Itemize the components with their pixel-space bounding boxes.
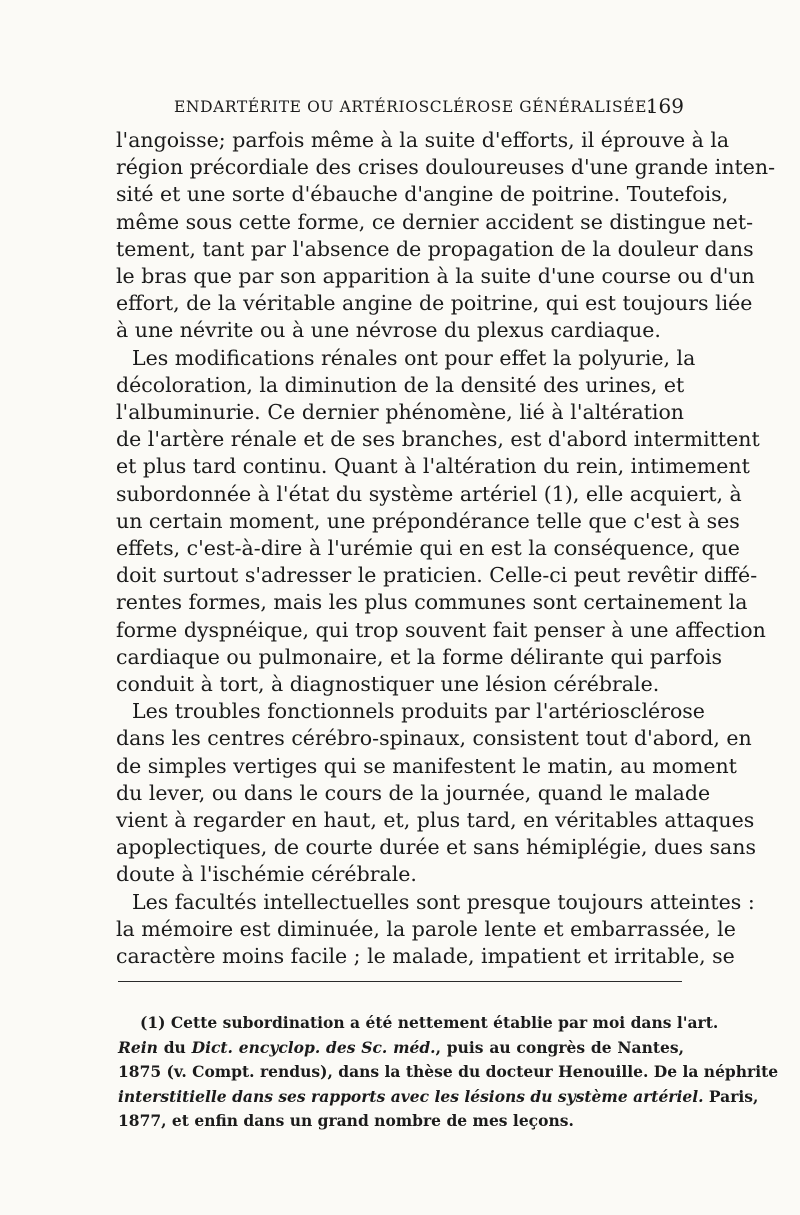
paragraph (116, 127, 776, 345)
page-number: 169 (645, 94, 684, 118)
text-line: dans les centres cérébro-spinaux, consistent tout d'abord, en (116, 726, 752, 751)
text-line: apoplectiques, de courte durée et sans hémiplégie, dues sans (116, 835, 756, 860)
footnote (118, 1011, 779, 1134)
paragraph (116, 698, 756, 888)
text-line: de l'artère rénale et de ses branches, est d'abord intermittent (116, 427, 760, 452)
text-line: et plus tard continu. Quant à l'altération du rein, intimement (116, 454, 750, 479)
footnote-italic: interstitielle dans ses rapports avec les lésions du système artériel. (118, 1086, 704, 1106)
paragraph (116, 889, 755, 971)
text-line: Les troubles fonctionnels produits par l'artériosclérose (132, 699, 705, 724)
text-line: Les facultés intellectuelles sont presque toujours atteintes : (132, 889, 755, 914)
text-line: un certain moment, une prépondérance telle que c'est à ses (116, 508, 740, 533)
footnote-text: , puis au congrès de Nantes, (435, 1037, 684, 1057)
text-line: doit surtout s'adresser le praticien. Celle-ci peut revêtir diffé- (116, 563, 758, 588)
footnote-italic: Rein (118, 1037, 158, 1057)
text-line: vient à regarder en haut, et, plus tard, en véritables attaques (116, 808, 755, 833)
text-line: tement, tant par l'absence de propagation de la douleur dans (116, 236, 754, 261)
text-line: caractère moins facile ; le malade, impatient et irritable, se (116, 944, 735, 969)
footnote-line (118, 1036, 684, 1061)
text-line: conduit à tort, à diagnostiquer une lésion cérébrale. (116, 672, 660, 697)
text-line: à une névrite ou à une névrose du plexus cardiaque. (116, 318, 661, 343)
text-line: sité et une sorte d'ébauche d'angine de poitrine. Toutefois, (116, 182, 729, 207)
body-text (116, 127, 776, 970)
footnote-line: 1877, et enfin dans un grand nombre de mes leçons. (118, 1111, 574, 1131)
text-line: décoloration, la diminution de la densité des urines, et (116, 372, 685, 397)
running-title: ENDARTÉRITE OU ARTÉRIOSCLÉROSE GÉNÉRALISÉE. (174, 98, 653, 116)
text-line: forme dyspnéique, qui trop souvent fait penser à une affection (116, 617, 766, 642)
text-line: rentes formes, mais les plus communes sont certainement la (116, 590, 748, 615)
footnote-text: du (157, 1037, 192, 1057)
footnote-text: Paris, (703, 1086, 759, 1106)
text-line: le bras que par son apparition à la suite d'une course ou d'un (116, 264, 755, 289)
text-line: Les modifications rénales ont pour effet la polyurie, la (132, 345, 696, 370)
footnote-line (118, 1085, 759, 1110)
text-line: l'angoisse; parfois même à la suite d'efforts, il éprouve à la (116, 128, 730, 152)
footnote-line: 1875 (v. Compt. rendus), dans la thèse du docteur Henouille. De la néphrite (118, 1062, 779, 1082)
text-line: cardiaque ou pulmonaire, et la forme délirante qui parfois (116, 644, 723, 669)
text-line: subordonnée à l'état du système artériel (1), elle acquiert, à (116, 481, 742, 506)
text-line: l'albuminurie. Ce dernier phénomène, lié à l'altération (116, 400, 684, 425)
text-line: de simples vertiges qui se manifestent le matin, au moment (116, 753, 737, 778)
text-line: effets, c'est-à-dire à l'urémie qui en est la conséquence, que (116, 536, 740, 561)
text-line: doute à l'ischémie cérébrale. (116, 862, 417, 887)
footnote-line: (1) Cette subordination a été nettement établie par moi dans l'art. (140, 1013, 719, 1032)
footnote-rule (118, 981, 682, 982)
text-line: même sous cette forme, ce dernier accident se distingue net- (116, 209, 754, 234)
footnote-italic: Dict. encyclop. des Sc. méd. (191, 1037, 436, 1057)
text-line: la mémoire est diminuée, la parole lente et embarrassée, le (116, 916, 736, 941)
text-line: du lever, ou dans le cours de la journée, quand le malade (116, 780, 711, 805)
text-line: région précordiale des crises douloureuses d'une grande inten- (116, 155, 776, 180)
paragraph (116, 345, 766, 699)
text-line: effort, de la véritable angine de poitrine, qui est toujours liée (116, 291, 753, 316)
